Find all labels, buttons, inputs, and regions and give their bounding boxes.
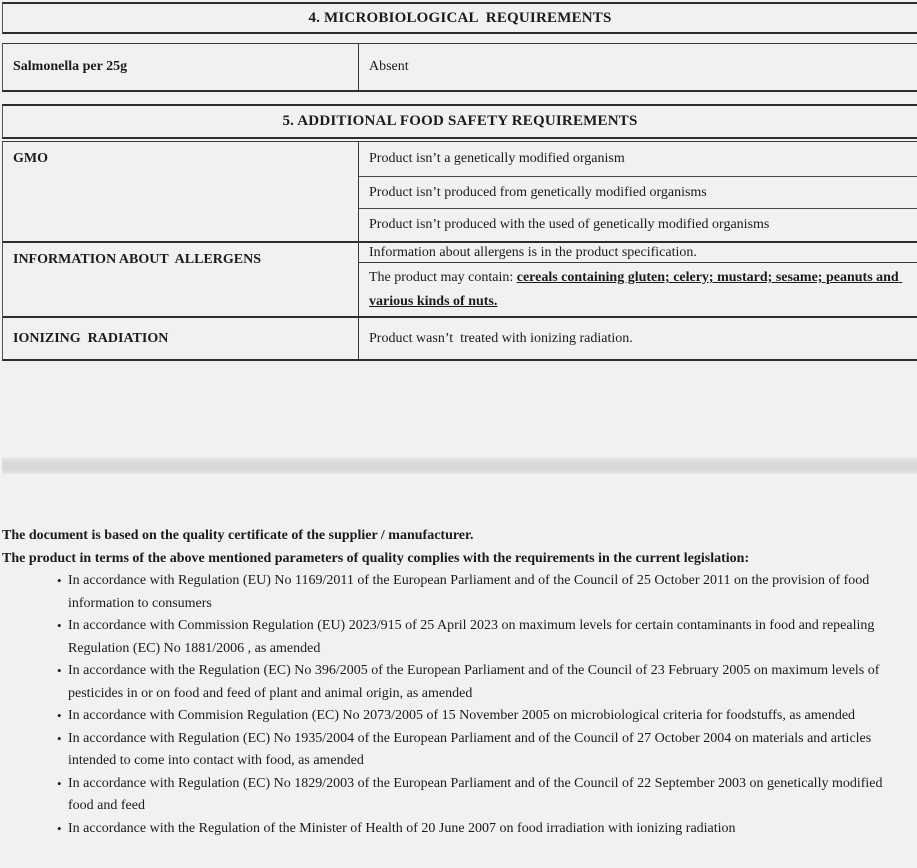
ionizing-label-cell	[3, 316, 359, 359]
regulation-item	[2, 570, 895, 615]
regulation-text-1: In accordance with Regulation (EU) No 1169/2011 of the European Parliament and of the Council of 25 October 2011 on the provision of food information to consumers	[68, 573, 873, 611]
gmo-value-row	[359, 208, 917, 241]
footer-intro-line-2: The product in terms of the above mentioned parameters of quality complies with the requirements in the current legislation:	[2, 550, 750, 566]
section-4-title: 4. MICROBIOLOGICAL REQUIREMENTS	[308, 9, 612, 26]
regulation-text-6: In accordance with Regulation (EC) No 1829/2003 of the European Parliament and of the Council of 22 September 2003 on genetically modified food and feed	[68, 775, 887, 813]
gmo-label: GMO	[13, 151, 48, 166]
microbiological-value: Absent	[369, 59, 409, 74]
regulation-item	[2, 818, 895, 841]
regulation-item	[2, 615, 895, 660]
blank-area	[2, 361, 917, 457]
regulation-text-7: In accordance with the Regulation of the Minister of Health of 20 June 2007 on food irradiation with ionizing radiation	[68, 820, 736, 836]
regulation-item	[2, 660, 895, 705]
microbiological-table	[2, 43, 917, 92]
gmo-value-1: Product isn’t a genetically modified organism	[369, 151, 625, 166]
regulation-item	[2, 728, 895, 773]
allergens-value-row	[359, 262, 917, 316]
page-separator-band	[2, 457, 917, 474]
microbiological-value-cell	[359, 44, 917, 90]
ionizing-label: IONIZING RADIATION	[13, 330, 169, 346]
ionizing-value: Product wasn’t treated with ionizing radiation.	[369, 330, 633, 346]
allergens-label-cell	[3, 241, 359, 316]
blank-area	[2, 474, 917, 525]
microbiological-parameter: Salmonella per 25g	[13, 59, 128, 74]
regulation-text-5: In accordance with Regulation (EC) No 1935/2004 of the European Parliament and of the Council of 27 October 2004 on materials and articles intended to come into contact with food, as amended	[68, 730, 875, 768]
allergens-value-2-prefix: The product may contain:	[369, 270, 517, 285]
section-5-title: 5. ADDITIONAL FOOD SAFETY REQUIREMENTS	[282, 113, 638, 129]
legislation-block	[2, 525, 895, 840]
gmo-value-row	[359, 176, 917, 208]
regulation-item	[2, 705, 895, 728]
gmo-value-3: Product isn’t produced with the used of genetically modified organisms	[369, 217, 770, 232]
allergens-label: INFORMATION ABOUT ALLERGENS	[13, 252, 262, 267]
additional-requirements-table	[2, 141, 917, 361]
regulation-list	[2, 570, 895, 840]
section-5-header	[2, 104, 917, 139]
regulation-text-4: In accordance with Commision Regulation (EC) No 2073/2005 of 15 November 2005 on microbiological criteria for foodstuffs, as amended	[68, 708, 856, 723]
ionizing-value-row	[359, 316, 917, 359]
regulation-text-3: In accordance with the Regulation (EC) No 396/2005 of the European Parliament and of the Council of 23 February 2005 on maximum levels of pesticides in or on food and feed of plant and animal origin, as amended	[68, 663, 883, 701]
gmo-value-2: Product isn’t produced from genetically modified organisms	[369, 184, 707, 200]
allergens-value-1: Information about allergens is in the product specification.	[369, 244, 697, 260]
allergens-value-2-emphasis: cereals containing gluten; celery; mustard; sesame; peanuts and various kinds of nuts.	[369, 270, 903, 309]
allergens-value-row	[359, 241, 917, 262]
gmo-label-cell	[3, 142, 359, 241]
section-4-header	[2, 2, 917, 34]
regulation-item	[2, 773, 895, 818]
microbiological-parameter-cell	[3, 44, 359, 90]
gmo-value-row	[359, 142, 917, 176]
footer-intro-line-1: The document is based on the quality certificate of the supplier / manufacturer.	[2, 528, 474, 543]
regulation-text-2: In accordance with Commission Regulation (EU) 2023/915 of 25 April 2023 on maximum levels for certain contaminants in food and repealing Regulation (EC) No 1881/2006 , as amended	[68, 618, 878, 656]
